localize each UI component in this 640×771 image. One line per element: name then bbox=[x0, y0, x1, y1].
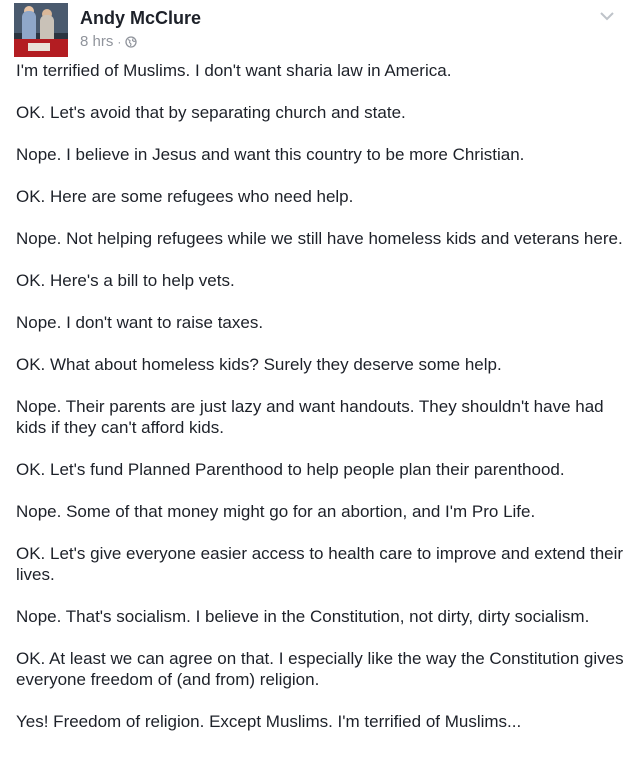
post-paragraph: Yes! Freedom of religion. Except Muslims. I'm terrified of Muslims... bbox=[16, 712, 522, 731]
post-paragraph: OK. Here's a bill to help vets. bbox=[16, 271, 235, 290]
meta-separator: · bbox=[117, 35, 122, 50]
post-paragraph: Nope. Some of that money might go for an abortion, and I'm Pro Life. bbox=[16, 502, 536, 521]
post-paragraph: OK. Let's avoid that by separating church and state. bbox=[16, 103, 406, 122]
post-body bbox=[16, 60, 626, 753]
author-name[interactable]: Andy McClure bbox=[80, 8, 202, 28]
post-paragraph: I'm terrified of Muslims. I don't want sharia law in America. bbox=[16, 61, 452, 80]
post-paragraph: OK. What about homeless kids? Surely they deserve some help. bbox=[16, 355, 502, 374]
avatar[interactable] bbox=[14, 3, 68, 57]
post-meta bbox=[80, 33, 137, 51]
post-paragraph: OK. At least we can agree on that. I especially like the way the Constitution gives everyone freedom of (and from) religion. bbox=[16, 649, 624, 689]
post-paragraph: OK. Let's give everyone easier access to health care to improve and extend their lives. bbox=[16, 544, 624, 584]
globe-icon[interactable] bbox=[125, 36, 137, 48]
post-paragraph: OK. Here are some refugees who need help. bbox=[16, 187, 354, 206]
post-header bbox=[14, 3, 626, 57]
post-paragraph: Nope. Their parents are just lazy and want handouts. They shouldn't have had kids if they can't afford kids. bbox=[16, 397, 604, 437]
post-paragraph: Nope. I don't want to raise taxes. bbox=[16, 313, 264, 332]
chevron-down-icon[interactable] bbox=[598, 9, 616, 23]
post-paragraph: OK. Let's fund Planned Parenthood to help people plan their parenthood. bbox=[16, 460, 565, 479]
post-paragraph: Nope. Not helping refugees while we still have homeless kids and veterans here. bbox=[16, 229, 623, 248]
post-timestamp[interactable]: 8 hrs bbox=[80, 33, 114, 51]
post-paragraph: Nope. That's socialism. I believe in the Constitution, not dirty, dirty socialism. bbox=[16, 607, 590, 626]
post-paragraph: Nope. I believe in Jesus and want this country to be more Christian. bbox=[16, 145, 525, 164]
